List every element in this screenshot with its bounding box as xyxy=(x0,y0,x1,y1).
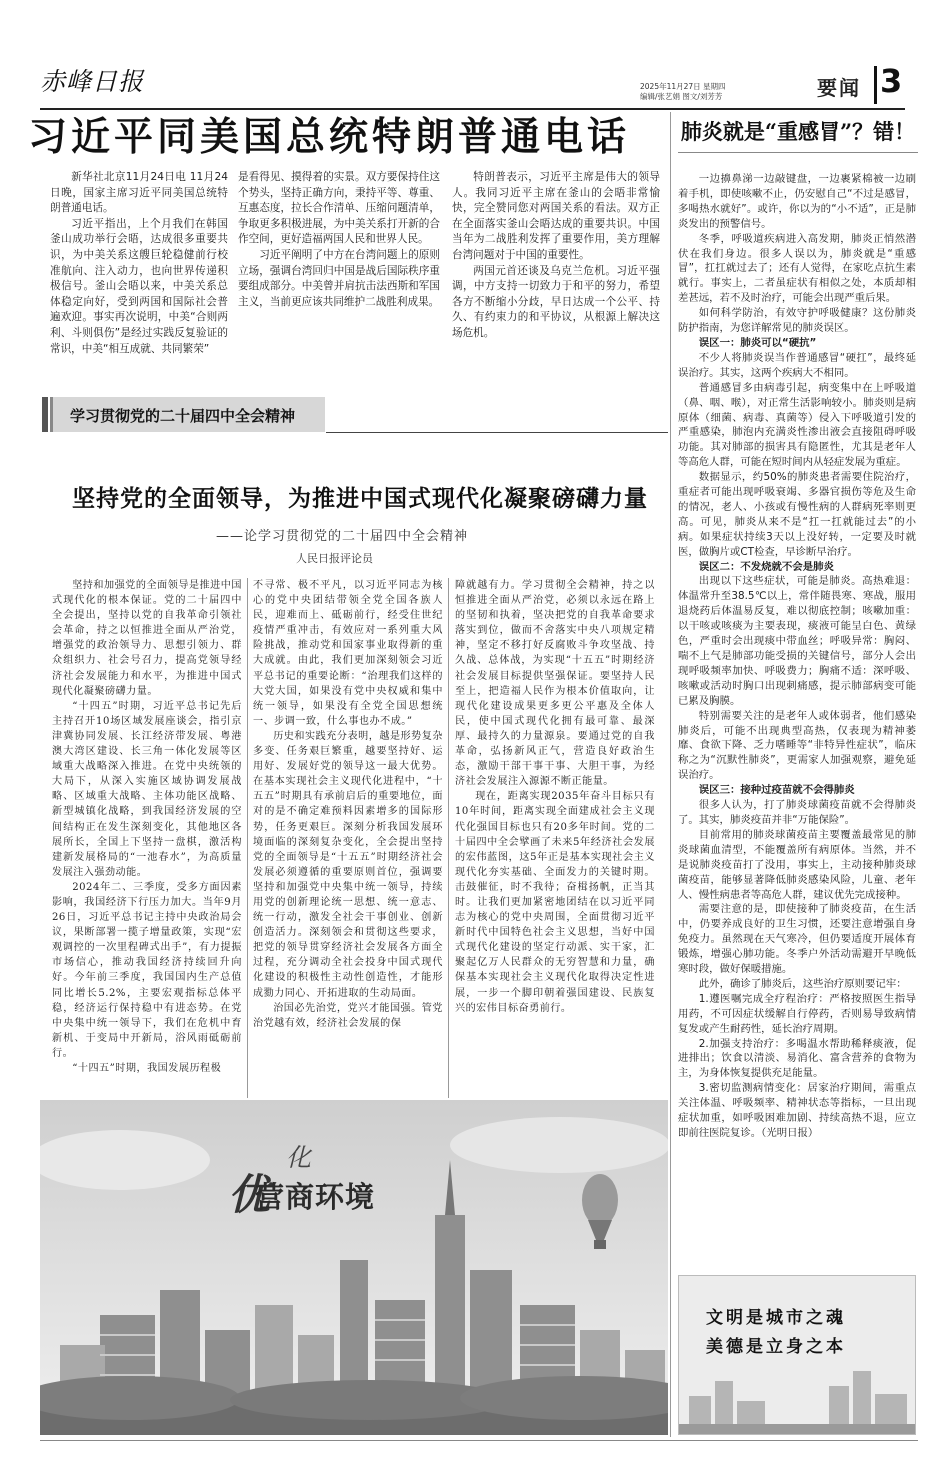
lead-column-1 xyxy=(50,170,228,357)
sidebar-rule xyxy=(678,152,918,153)
sidebar-paragraph: 此外，确诊了肺炎后，这些治疗原则要记牢： xyxy=(698,977,907,990)
sidebar-paragraph: 数据显示，约50%的肺炎患者需要住院治疗，重症者可能出现呼吸衰竭、多器官损伤等危及生命的情况，老人、小孩或有慢性病的人群病死率则更高。可见，肺炎从来不是“扛一扛就能过去”的小病。如果症状持续3天以上没好转，一定要及时就医，做胸片或CT检查，早诊断早治疗。 xyxy=(678,471,916,558)
editorial-column-1 xyxy=(52,578,242,1076)
editorial-paragraph: 现在，距离实现2035年奋斗目标只有10年时间，距离实现全面建成社会主义现代化强国目标也只有20多年时间。党的二十届四中全会擘画了未来5年经济社会发展的宏伟蓝图，这5年正是基本实现社会主义现代化夯实基础、全面发力的关键时期。击鼓催征，时不我待；奋楫扬帆，正当其时。让我们更加紧密地团结在以习近平同志为核心的党中央周围，全面贯彻习近平新时代中国特色社会主义思想，当好中国式现代化建设的坚定行动派、实干家，汇聚起亿万人民群众的无穷智慧和力量，确保基本实现社会主义现代化取得决定性进展，一步一个脚印朝着强国建设、民族复兴的宏伟目标奋勇前行。 xyxy=(455,791,655,1014)
editorial-paragraph: “十四五”时期，习近平总书记先后主持召开10场区域发展座谈会，指引京津冀协同发展、长江经济带发展、粤港澳大湾区建设、长三角一体化发展等区域重大战略深入推进。在党中央统领的大局下，从深入实施区域协调发展战略、区域重大战略、主体功能区战略、新型城镇化战略，到我国经济发展的空间结构正在发生深刻变化，其他地区各展所长，全国上下坚持一盘棋，激活构建新发展格局的“一池春水”，为高质量发展注入强劲动能。 xyxy=(52,700,242,878)
editorial-paragraph: 坚持和加强党的全面领导是推进中国式现代化的根本保证。党的二十届四中全会提出，坚持以党的自我革命引领社会革命，持之以恒推进全面从严治党，增强党的政治领导力、思想引领力、群众组织力、社会号召力，提高党领导经济社会发展能力和水平，为推进中国式现代化凝聚磅礴力量。 xyxy=(52,580,242,697)
editorial-paragraph: 不寻常、极不平凡，以习近平同志为核心的党中央团结带领全党全国各族人民，迎难而上、砥砺前行，经受住世纪疫情严重冲击，有效应对一系列重大风险挑战，推动党和国家事业取得新的重大成就。由此，我们更加深刻领会习近平总书记的重要论断：“治理我们这样的大党大国，如果没有党中央权威和集中统一领导，如果没有全党全国思想统一、步调一致，什么事也办不成。” xyxy=(253,580,443,727)
sidebar-article xyxy=(678,172,916,1141)
newspaper-logo: 赤峰日报 xyxy=(40,67,145,96)
banner-accent xyxy=(42,397,48,432)
lead-paragraph: 新华社北京11月24日电 11月24日晚，国家主席习近平同美国总统特朗普通电话。 xyxy=(50,171,228,215)
sidebar-list-item: 3.密切监测病情变化：居家治疗期间，需重点关注体温、呼吸频率、精神状态等指标，一旦出现症状加重，如呼吸困难加剧、持续高热不退，应立即前往医院复诊。（光明日报） xyxy=(678,1082,916,1139)
ad-slogan-line-1: 文明是城市之魂 xyxy=(706,1308,846,1328)
sidebar-paragraph: 普通感冒多由病毒引起，病变集中在上呼吸道（鼻、咽、喉），对正常生活影响较小。肺炎则是病原体（细菌、病毒、真菌等）侵入下呼吸道引发的严重感染，肺泡内充满炎性渗出液会直接阻碍呼吸功能。其对肺部的损害具有隐匿性，尤其是老年人等高危人群，可能在短时间内从轻症发展为重症。 xyxy=(678,381,916,469)
editorial-paragraph: 治国必先治党，党兴才能国强。管党治党越有效，经济社会发展的保 xyxy=(253,1002,443,1029)
footer-rule xyxy=(40,1440,918,1441)
ad-slogan-line-2: 美德是立身之本 xyxy=(706,1337,846,1357)
sidebar-list-item: 1.遵医嘱完成全疗程治疗：严格按照医生指导用药，不可因症状缓解自行停药，否则易导致病情复发或产生耐药性，延长治疗周期。 xyxy=(678,992,916,1035)
sidebar-list-item: 2.加强支持治疗：多喝温水帮助稀释痰液，促进排出；饮食以清淡、易消化、富含营养的食物为主，为身体恢复提供充足能量。 xyxy=(678,1037,916,1080)
lead-paragraph: 习近平指出，上个月我们在韩国釜山成功举行会晤，达成很多重要共识，为中美关系这艘巨轮稳健前行校准航向、注入动力，也向世界传递积极信号。釜山会晤以来，中美关系总体稳定向好，受到两国和国际社会普遍欢迎。事实再次说明，中美“合则两利、斗则俱伤”是经过实践反复验证的常识，中美“相互成就、共同繁荣” xyxy=(50,217,228,355)
page-number: 3 xyxy=(880,62,903,100)
lead-paragraph: 是看得见、摸得着的实景。双方要保持住这个势头，坚持正确方向，秉持平等、尊重、互惠态度，拉长合作清单、压缩问题清单，争取更多积极进展，为中美关系打开新的合作空间，更好造福两国人民和世界人民。 xyxy=(238,171,440,246)
column-divider xyxy=(448,578,449,1098)
editor-credits: 编辑/张艺娟 图文/刘芳芳 xyxy=(640,92,723,101)
lead-paragraph: 习近平阐明了中方在台湾问题上的原则立场，强调台湾回归中国是战后国际秩序重要组成部分。中美曾并肩抗击法西斯和军国主义，当前更应该共同维护二战胜利成果。 xyxy=(238,248,440,308)
dateline xyxy=(640,82,775,102)
page-column-divider xyxy=(670,112,671,1437)
sidebar-subheading: 误区三：接种过疫苗就不会得肺炎 xyxy=(698,784,855,797)
lead-column-3 xyxy=(452,170,660,342)
cloud-shape xyxy=(450,1117,668,1173)
sidebar-paragraph: 不少人将肺炎误当作普通感冒“硬扛”，最终延误治疗。其实，这两个疾病大不相同。 xyxy=(678,351,916,379)
sidebar-subheading: 误区一：肺炎可以“硬抗” xyxy=(698,336,817,349)
lead-paragraph: 两国元首还谈及乌克兰危机。习近平强调，中方支持一切致力于和平的努力，希望各方不断缩小分歧，早日达成一个公平、持久、有约束力的和平协议，从根源上解决这场危机。 xyxy=(452,264,660,339)
editorial-column-3 xyxy=(455,578,655,1016)
editorial-column-2 xyxy=(253,578,443,1031)
lead-paragraph: 特朗普表示，习近平主席是伟大的领导人。我同习近平主席在釜山的会晤非常愉快，完全赞同您对两国关系的看法。双方正在全面落实釜山会晤达成的重要共识。中国当年为二战胜利发挥了重要作用，美方理解台湾问题对于中国的重要性。 xyxy=(452,171,660,261)
illustration-title-accent: 化 xyxy=(286,1143,312,1172)
lead-column-2 xyxy=(238,170,440,310)
masthead-rule xyxy=(40,108,905,110)
editorial-subtitle: ——论学习贯彻党的二十届四中全会精神 xyxy=(216,529,469,544)
editorial-byline: 人民日报评论员 xyxy=(296,552,373,565)
banner-rule xyxy=(326,432,668,433)
city-skyline-graphic xyxy=(40,1100,668,1435)
illustration-title: 营商环境 xyxy=(255,1180,376,1214)
issue-date: 2025年11月27日 星期四 xyxy=(640,82,726,91)
sidebar-subheading: 误区二：不发烧就不会是肺炎 xyxy=(698,560,834,573)
lead-headline[interactable]: 习近平同美国总统特朗普通电话 xyxy=(28,115,631,160)
sidebar-paragraph: 很多人认为，打了肺炎球菌疫苗就不会得肺炎了。其实，肺炎疫苗并非“万能保险”。 xyxy=(678,799,916,826)
sidebar-paragraph: 一边擤鼻涕一边敲键盘，一边裹紧棉被一边刷着手机，即使咳嗽不止，仍安慰自己“不过是感冒，多喝热水就好”。或许，你以为的“小不适”，正是肺炎发出的预警信号。 xyxy=(678,173,916,230)
illustration-title-emphasis: 优 xyxy=(228,1170,271,1219)
editorial-headline[interactable]: 坚持党的全面领导，为推进中国式现代化凝聚磅礴力量 xyxy=(72,485,648,512)
column-divider xyxy=(247,578,248,1098)
sidebar-paragraph: 冬季，呼吸道疾病进入高发期，肺炎正悄然潜伏在我们身边。很多人误以为，肺炎就是“重感冒”，扛扛就过去了；还有人觉得，在家吃点抗生素就行。事实上，二者虽症状有相似之处，本质却相差甚远，若不及时治疗，可能会出现严重后果。 xyxy=(678,232,916,305)
editorial-paragraph: “十四五”时期，我国发展历程极 xyxy=(72,1063,222,1074)
column-banner-title[interactable]: 学习贯彻党的二十届四中全会精神 xyxy=(70,407,296,425)
hot-air-balloon-icon xyxy=(582,1174,618,1226)
page-divider xyxy=(874,66,877,104)
sidebar-headline[interactable]: 肺炎就是“重感冒”？错！ xyxy=(680,119,916,144)
section-name: 要闻 xyxy=(817,76,861,100)
sidebar-paragraph: 特别需要关注的是老年人或体弱者，他们感染肺炎后，可能不出现典型高热，仅表现为精神萎靡、食欲下降、乏力嗜睡等“非特异性症状”，临床称之为“沉默性肺炎”，更需家人加强观察，避免延误治疗。 xyxy=(678,709,916,782)
editorial-paragraph: 历史和实践充分表明，越是形势复杂多变、任务艰巨繁重，越要坚持好、运用好、发展好党的领导这一最大优势。在基本实现社会主义现代化进程中，“十五五”时期具有承前启后的重要地位，面对的是不确定难预料因素增多的国际形势，任务更艰巨。深刻分析我国发展环境面临的深刻复杂变化，全会提出坚持党的全面领导是“十五五”时期经济社会发展必须遵循的重要原则首位，强调要坚持和加强党中央集中统一领导，持续用党的创新理论统一思想、统一意志、统一行动，激发全社会干事创业、创新创造活力。深刻领会和贯彻这些要求，把党的领导贯穿经济社会发展各方面全过程，充分调动全社会投身中国式现代化建设的积极性主动性创造性，才能形成勠力同心、开拓进取的生动局面。 xyxy=(253,730,443,999)
sidebar-paragraph: 需要注意的是，即使接种了肺炎疫苗，在生活中，仍要养成良好的卫生习惯，还要注意增强自身免疫力。虽然现在天气寒冷，但仍要适度开展体育锻炼，增强心肺功能。冬季户外活动需避开早晚低寒时段，做好保暖措施。 xyxy=(678,903,916,976)
sidebar-paragraph: 目前常用的肺炎球菌疫苗主要覆盖最常见的肺炎球菌血清型，不能覆盖所有病原体。当然，并不是说肺炎疫苗打了没用，事实上，主动接种肺炎球菌疫苗，能够显著降低肺炎感染风险，儿童、老年人、慢性病患者等高危人群，建议优先完成接种。 xyxy=(678,828,916,901)
editorial-paragraph: 障就越有力。学习贯彻全会精神，持之以恒推进全面从严治党，必须以永远在路上的坚韧和执着，坚决把党的自我革命要求落实到位，做而不舍落实中央八项规定精神，坚定不移打好反腐败斗争攻坚战、持久战、总体战，为实现“十五五”时期经济社会发展目标提供坚强保证。要坚持人民至上，把造福人民作为根本价值取向，让现代化建设成果更多更公平惠及全体人民，使中国式现代化拥有最可靠、最深厚、最持久的力量源泉。要通过党的自我革命，弘扬新风正气，营造良好政治生态，激励干部干事干事、大胆干事，为经济社会发展注入源源不断正能量。 xyxy=(455,580,655,788)
editorial-paragraph: 2024年二、三季度，受多方面因素影响，我国经济下行压力加大。当年9月26日，习近平总书记主持中央政治局会议，果断部署一揽子增量政策，实现“宏观调控的一次里程碑式出手”，有力提振市场信心，推动我国经济持续回升向好。今年前三季度，我国国内生产总值同比增长5.2%，主要宏观指标总体平稳，经济运行保持稳中有进态势。在党中央集中统一领导下，我们在危机中育新机、于变局中开新局，浴风雨砥砺前行。 xyxy=(52,881,242,1059)
business-environment-illustration xyxy=(40,1100,668,1435)
sidebar-paragraph: 如何科学防治，有效守护呼吸健康？这份肺炎防护指南，为您详解常见的肺炎误区。 xyxy=(678,307,916,335)
sidebar-paragraph: 出现以下这些症状，可能是肺炎。高热难退：体温常升至38.5℃以上，常伴随畏寒、寒战，服用退烧药后体温易反复，难以彻底控制；咳嗽加重：以干咳或咳痰为主要表现，痰液可能呈白色、黄绿色，严重时会出现痰中带血丝；呼吸异常：胸闷、喘不上气是肺部功能受损的关键信号，部分人会出现呼吸频率加快、呼吸费力；胸痛不适：深呼吸、咳嗽或活动时胸口出现刺痛感，提示肺部病变可能已累及胸膜。 xyxy=(678,575,916,707)
